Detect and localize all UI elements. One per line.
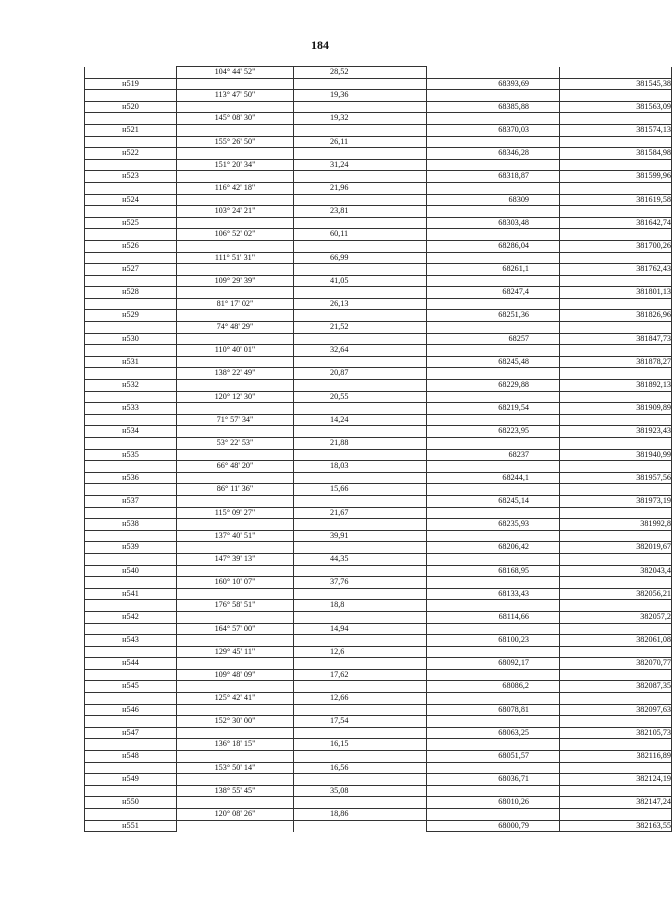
segment-angle: 151° 20' 34" — [177, 159, 294, 171]
point-row — [85, 565, 672, 577]
segment-angle: 110° 40' 01" — [177, 345, 294, 357]
segment-row — [85, 577, 672, 589]
point-y: 381826,96 — [560, 310, 672, 322]
segment-row — [85, 809, 672, 821]
point-row — [85, 101, 672, 113]
point-x: 68303,48 — [427, 217, 560, 229]
segment-row — [85, 414, 672, 426]
point-x: 68100,23 — [427, 635, 560, 647]
segment-row — [85, 159, 672, 171]
segment-angle: 74° 48' 29" — [177, 322, 294, 334]
segment-row — [85, 530, 672, 542]
segment-angle: 115° 09' 27" — [177, 507, 294, 519]
point-name: н526 — [85, 240, 177, 252]
segment-angle: 104° 44' 52" — [177, 67, 294, 79]
point-x: 68318,87 — [427, 171, 560, 183]
point-name: н540 — [85, 565, 177, 577]
point-y: 381700,26 — [560, 240, 672, 252]
point-x: 68229,88 — [427, 380, 560, 392]
point-row — [85, 472, 672, 484]
point-y: 381992,8 — [560, 519, 672, 531]
point-name: н549 — [85, 774, 177, 786]
point-x: 68063,25 — [427, 727, 560, 739]
point-x: 68051,57 — [427, 751, 560, 763]
point-y: 382043,4 — [560, 565, 672, 577]
point-name: н545 — [85, 681, 177, 693]
segment-angle: 53° 22' 53" — [177, 438, 294, 450]
point-y: 382087,35 — [560, 681, 672, 693]
point-x: 68385,88 — [427, 101, 560, 113]
segment-row — [85, 739, 672, 751]
point-name: н542 — [85, 611, 177, 623]
point-x: 68257 — [427, 333, 560, 345]
point-y: 381642,74 — [560, 217, 672, 229]
segment-angle: 113° 47' 50" — [177, 90, 294, 102]
point-name: н539 — [85, 542, 177, 554]
point-name: н541 — [85, 588, 177, 600]
segment-row — [85, 136, 672, 148]
segment-angle: 109° 48' 09" — [177, 669, 294, 681]
segment-distance: 23,81 — [294, 206, 427, 218]
point-row — [85, 148, 672, 160]
segment-angle: 129° 45' 11" — [177, 646, 294, 658]
point-y: 381892,13 — [560, 380, 672, 392]
segment-row — [85, 182, 672, 194]
point-name: н550 — [85, 797, 177, 809]
point-name: н543 — [85, 635, 177, 647]
point-name: н538 — [85, 519, 177, 531]
segment-distance: 14,94 — [294, 623, 427, 635]
segment-distance: 21,52 — [294, 322, 427, 334]
segment-row — [85, 461, 672, 473]
point-name: н535 — [85, 449, 177, 461]
point-x: 68244,1 — [427, 472, 560, 484]
segment-distance: 28,52 — [294, 67, 427, 79]
segment-angle: 103° 24' 21" — [177, 206, 294, 218]
segment-row — [85, 646, 672, 658]
segment-distance: 18,8 — [294, 600, 427, 612]
segment-angle: 147° 39' 13" — [177, 553, 294, 565]
point-y: 381940,99 — [560, 449, 672, 461]
segment-row — [85, 206, 672, 218]
segment-angle: 81° 17' 02" — [177, 298, 294, 310]
point-name: н544 — [85, 658, 177, 670]
point-name: н525 — [85, 217, 177, 229]
segment-distance: 21,96 — [294, 182, 427, 194]
point-row — [85, 542, 672, 554]
point-x: 68133,43 — [427, 588, 560, 600]
segment-angle: 86° 11' 36" — [177, 484, 294, 496]
point-y: 382105,73 — [560, 727, 672, 739]
segment-distance: 26,11 — [294, 136, 427, 148]
point-row — [85, 820, 672, 832]
point-row — [85, 426, 672, 438]
segment-row — [85, 693, 672, 705]
point-y: 381923,43 — [560, 426, 672, 438]
segment-distance: 12,66 — [294, 693, 427, 705]
point-row — [85, 751, 672, 763]
point-y: 382070,77 — [560, 658, 672, 670]
segment-angle: 111° 51' 31" — [177, 252, 294, 264]
point-name: н532 — [85, 380, 177, 392]
point-row — [85, 310, 672, 322]
point-x: 68168,95 — [427, 565, 560, 577]
segment-angle: 152° 30' 00" — [177, 716, 294, 728]
segment-distance: 32,64 — [294, 345, 427, 357]
segment-angle: 138° 55' 45" — [177, 785, 294, 797]
segment-row — [85, 275, 672, 287]
segment-row — [85, 391, 672, 403]
point-row — [85, 704, 672, 716]
segment-distance: 15,66 — [294, 484, 427, 496]
point-x: 68206,42 — [427, 542, 560, 554]
point-x: 68114,66 — [427, 611, 560, 623]
segment-distance: 16,15 — [294, 739, 427, 751]
point-y: 381545,38 — [560, 78, 672, 90]
point-row — [85, 194, 672, 206]
page-number: 184 — [311, 38, 329, 52]
point-x: 68245,48 — [427, 356, 560, 368]
segment-angle: 120° 08' 26" — [177, 809, 294, 821]
point-row — [85, 380, 672, 392]
point-y: 381957,56 — [560, 472, 672, 484]
segment-row — [85, 322, 672, 334]
segment-row — [85, 438, 672, 450]
point-x: 68219,54 — [427, 403, 560, 415]
segment-row — [85, 229, 672, 241]
segment-distance: 21,88 — [294, 438, 427, 450]
point-name: н534 — [85, 426, 177, 438]
point-y: 382057,2 — [560, 611, 672, 623]
segment-distance: 37,76 — [294, 577, 427, 589]
segment-distance: 20,87 — [294, 368, 427, 380]
coordinates-table — [84, 66, 672, 832]
segment-distance: 31,24 — [294, 159, 427, 171]
segment-angle: 66° 48' 20" — [177, 461, 294, 473]
point-row — [85, 240, 672, 252]
segment-row — [85, 67, 672, 79]
point-y: 381878,27 — [560, 356, 672, 368]
segment-angle: 155° 26' 50" — [177, 136, 294, 148]
segment-row — [85, 252, 672, 264]
segment-row — [85, 785, 672, 797]
segment-distance: 18,03 — [294, 461, 427, 473]
segment-row — [85, 600, 672, 612]
segment-angle: 125° 42' 41" — [177, 693, 294, 705]
point-y: 382061,08 — [560, 635, 672, 647]
point-row — [85, 449, 672, 461]
segment-angle: 109° 29' 39" — [177, 275, 294, 287]
segment-distance: 17,54 — [294, 716, 427, 728]
segment-angle: 176° 58' 51" — [177, 600, 294, 612]
point-x: 68086,2 — [427, 681, 560, 693]
segment-row — [85, 762, 672, 774]
point-row — [85, 588, 672, 600]
point-name: н547 — [85, 727, 177, 739]
segment-distance: 66,99 — [294, 252, 427, 264]
point-y: 382019,67 — [560, 542, 672, 554]
segment-row — [85, 345, 672, 357]
point-y: 381909,89 — [560, 403, 672, 415]
point-row — [85, 797, 672, 809]
point-row — [85, 124, 672, 136]
segment-distance: 21,67 — [294, 507, 427, 519]
point-y: 381574,13 — [560, 124, 672, 136]
segment-row — [85, 90, 672, 102]
segment-row — [85, 623, 672, 635]
segment-row — [85, 716, 672, 728]
point-y: 381847,73 — [560, 333, 672, 345]
point-row — [85, 658, 672, 670]
segment-angle: 120° 12' 30" — [177, 391, 294, 403]
segment-angle: 137° 40' 51" — [177, 530, 294, 542]
point-y: 382056,21 — [560, 588, 672, 600]
segment-angle: 138° 22' 49" — [177, 368, 294, 380]
segment-angle: 116° 42' 18" — [177, 182, 294, 194]
point-x: 68370,03 — [427, 124, 560, 136]
point-x: 68235,93 — [427, 519, 560, 531]
point-y: 382116,89 — [560, 751, 672, 763]
segment-row — [85, 669, 672, 681]
point-name: н531 — [85, 356, 177, 368]
point-x: 68393,69 — [427, 78, 560, 90]
segment-row — [85, 368, 672, 380]
segment-angle: 160° 10' 07" — [177, 577, 294, 589]
point-row — [85, 635, 672, 647]
point-x: 68286,04 — [427, 240, 560, 252]
segment-distance: 18,86 — [294, 809, 427, 821]
segment-angle: 164° 57' 00" — [177, 623, 294, 635]
segment-angle: 106° 52' 02" — [177, 229, 294, 241]
point-row — [85, 727, 672, 739]
point-row — [85, 519, 672, 531]
segment-distance: 39,91 — [294, 530, 427, 542]
point-name: н528 — [85, 287, 177, 299]
segment-row — [85, 507, 672, 519]
point-name: н536 — [85, 472, 177, 484]
segment-distance: 19,36 — [294, 90, 427, 102]
segment-row — [85, 298, 672, 310]
point-x: 68309 — [427, 194, 560, 206]
point-y: 381563,09 — [560, 101, 672, 113]
point-y: 381801,13 — [560, 287, 672, 299]
point-x: 68223,95 — [427, 426, 560, 438]
point-y: 381973,19 — [560, 495, 672, 507]
segment-row — [85, 484, 672, 496]
point-name: н524 — [85, 194, 177, 206]
point-row — [85, 495, 672, 507]
segment-distance: 44,35 — [294, 553, 427, 565]
segment-distance: 26,13 — [294, 298, 427, 310]
segment-row — [85, 113, 672, 125]
point-row — [85, 774, 672, 786]
segment-distance: 16,56 — [294, 762, 427, 774]
point-name: н548 — [85, 751, 177, 763]
point-name: н522 — [85, 148, 177, 160]
point-y: 382097,63 — [560, 704, 672, 716]
segment-distance: 19,32 — [294, 113, 427, 125]
segment-distance: 17,62 — [294, 669, 427, 681]
point-x: 68251,36 — [427, 310, 560, 322]
point-row — [85, 217, 672, 229]
point-name: н527 — [85, 264, 177, 276]
segment-distance: 12,6 — [294, 646, 427, 658]
point-name: н551 — [85, 820, 177, 832]
segment-angle: 71° 57' 34" — [177, 414, 294, 426]
point-x: 68000,79 — [427, 820, 560, 832]
point-row — [85, 611, 672, 623]
point-row — [85, 403, 672, 415]
segment-distance: 20,55 — [294, 391, 427, 403]
point-y: 381619,58 — [560, 194, 672, 206]
point-x: 68078,81 — [427, 704, 560, 716]
point-x: 68010,26 — [427, 797, 560, 809]
segment-distance: 60,11 — [294, 229, 427, 241]
point-name: н529 — [85, 310, 177, 322]
point-row — [85, 78, 672, 90]
point-row — [85, 681, 672, 693]
point-row — [85, 356, 672, 368]
point-y: 381584,98 — [560, 148, 672, 160]
segment-distance: 14,24 — [294, 414, 427, 426]
point-name: н530 — [85, 333, 177, 345]
segment-angle: 153° 50' 14" — [177, 762, 294, 774]
point-y: 382163,55 — [560, 820, 672, 832]
segment-distance: 35,08 — [294, 785, 427, 797]
point-name: н520 — [85, 101, 177, 113]
point-name: н519 — [85, 78, 177, 90]
point-y: 381762,43 — [560, 264, 672, 276]
segment-distance: 41,05 — [294, 275, 427, 287]
segment-row — [85, 553, 672, 565]
point-row — [85, 264, 672, 276]
point-name: н537 — [85, 495, 177, 507]
point-y: 382124,19 — [560, 774, 672, 786]
point-name: н546 — [85, 704, 177, 716]
segment-angle: 136° 18' 15" — [177, 739, 294, 751]
point-name: н523 — [85, 171, 177, 183]
point-y: 381599,96 — [560, 171, 672, 183]
segment-angle: 145° 08' 30" — [177, 113, 294, 125]
point-x: 68247,4 — [427, 287, 560, 299]
point-x: 68237 — [427, 449, 560, 461]
point-x: 68261,1 — [427, 264, 560, 276]
point-y: 382147,24 — [560, 797, 672, 809]
point-name: н533 — [85, 403, 177, 415]
point-x: 68346,28 — [427, 148, 560, 160]
point-x: 68092,17 — [427, 658, 560, 670]
point-row — [85, 287, 672, 299]
point-row — [85, 171, 672, 183]
point-x: 68245,14 — [427, 495, 560, 507]
point-name: н521 — [85, 124, 177, 136]
point-row — [85, 333, 672, 345]
point-x: 68036,71 — [427, 774, 560, 786]
